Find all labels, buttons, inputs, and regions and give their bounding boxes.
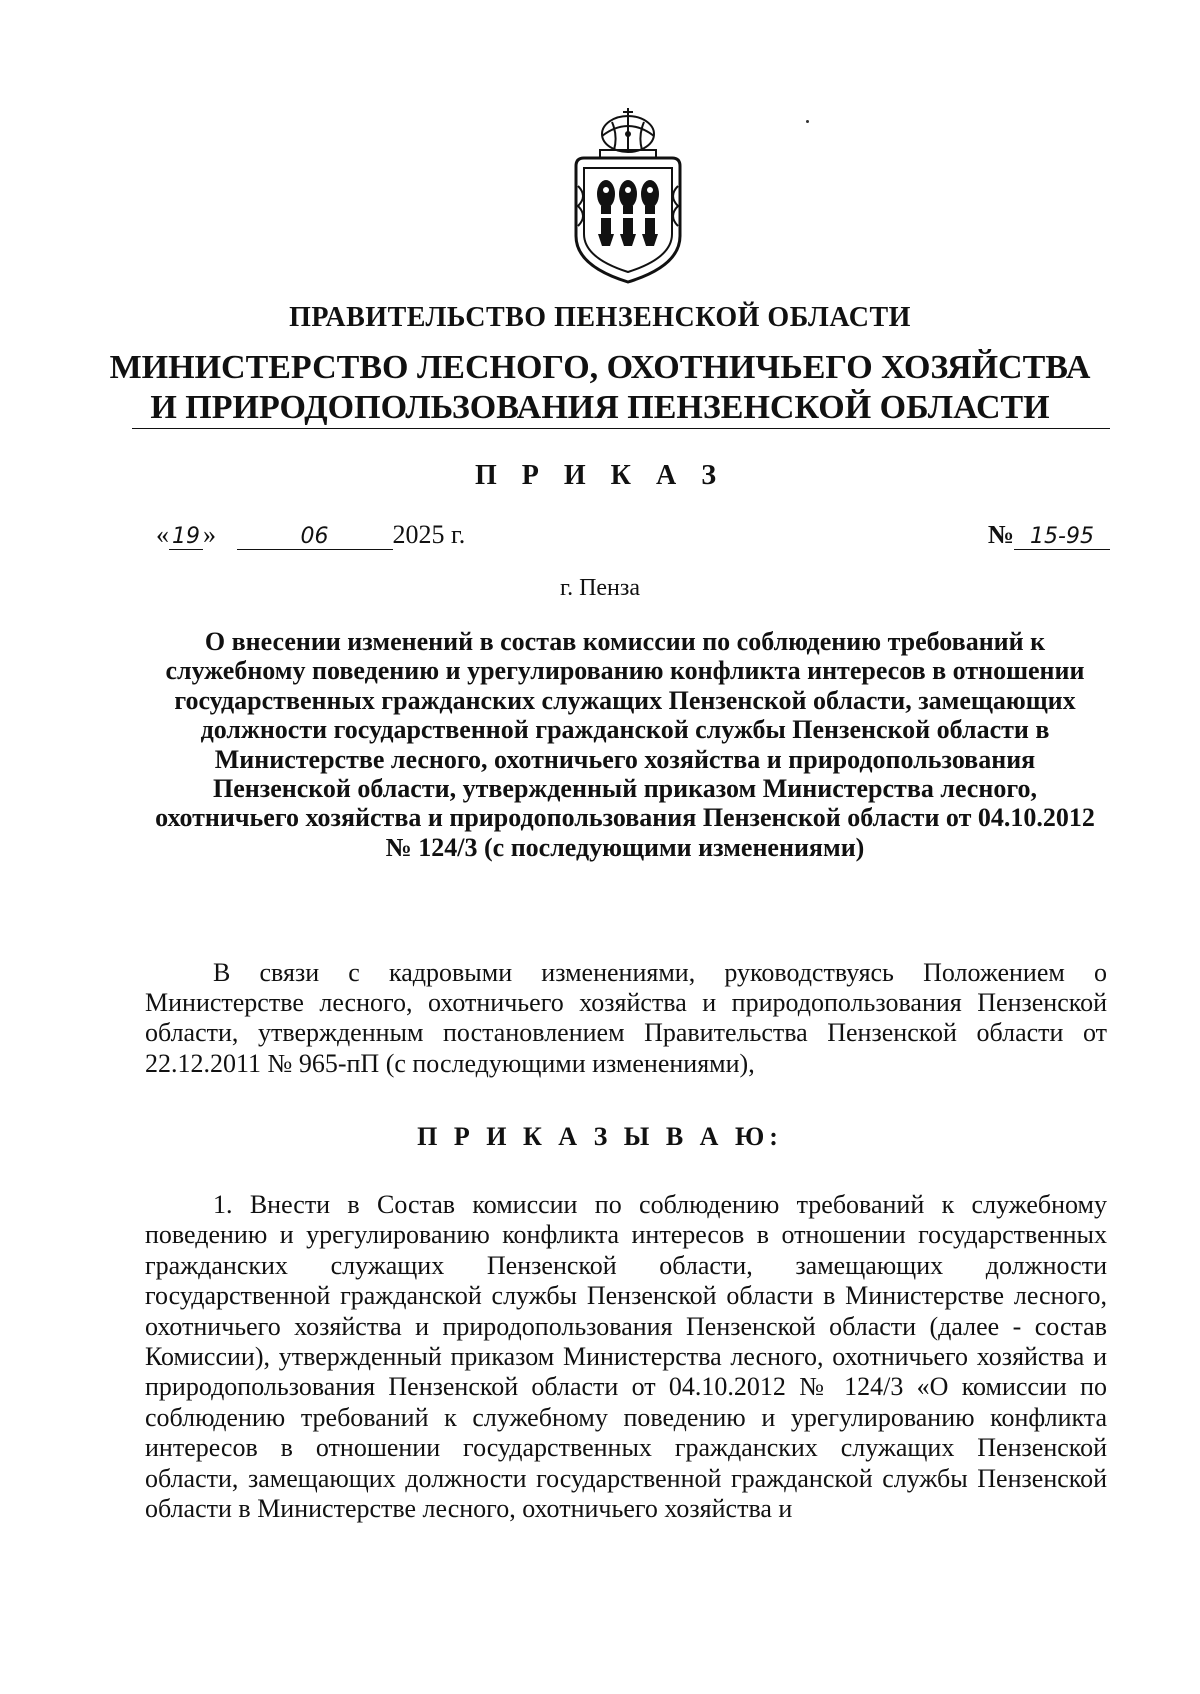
date-day: 19 — [169, 525, 203, 550]
number-value: 15-95 — [1014, 525, 1110, 550]
date-year: 2025 г. — [392, 520, 466, 549]
document-type: П Р И К А З — [475, 460, 725, 491]
ministry-heading-line2: И ПРИРОДОПОЛЬЗОВАНИЯ ПЕНЗЕНСКОЙ ОБЛАСТИ — [150, 389, 1050, 426]
number-sign: № — [987, 520, 1014, 549]
ministry-heading-line1: МИНИСТЕРСТВО ЛЕСНОГО, ОХОТНИЧЬЕГО ХОЗЯЙСТВА — [109, 349, 1091, 386]
document-number — [988, 520, 1110, 550]
government-heading: ПРАВИТЕЛЬСТВО ПЕНЗЕНСКОЙ ОБЛАСТИ — [289, 302, 911, 333]
document-date — [156, 520, 465, 550]
order-heading: П Р И К А З Ы В А Ю: — [417, 1122, 783, 1151]
item-1-paragraph: 1. Внести в Состав комиссии по соблюдению требований к служебному поведению и урегулированию конфликта интересов в отношении государственных гражданских служащих Пензенской области, замещающих должности государственной гражданской службы Пензенской области в Министерстве лесного, охотничьего хозяйства и природопользования Пензенской области (далее - состав Комиссии), утвержденный приказом Министерства лесного, охотничьего хозяйства и природопользования Пензенской области от 04.10.2012 № 124/3 «О комиссии по соблюдению требований к служебному поведению и урегулированию конфликта интересов в отношении государственных гражданских служащих Пензенской области, замещающих должности государственной гражданской службы Пензенской области в Министерстве лесного, охотничьего хозяйства и — [145, 1190, 1107, 1524]
coat-of-arms-icon — [568, 106, 688, 286]
document-title: О внесении изменений в состав комиссии по соблюдению требований к служебному поведению и урегулированию конфликта интересов в отношении государственных гражданских служащих Пензенской области, замещающих должности государственной гражданской службы Пензенской области в Министерстве лесного, охотничьего хозяйства и природопользования Пензенской области, утвержденный приказом Министерства лесного, охотничьего хозяйства и природопользования Пензенской области от 04.10.2012 № 124/3 (с последующими изменениями) — [155, 627, 1095, 862]
header-divider — [132, 428, 1110, 429]
city: г. Пенза — [559, 575, 641, 601]
scan-speck — [806, 120, 809, 123]
date-quote-open: « — [156, 520, 169, 549]
preamble-paragraph: В связи с кадровыми изменениями, руководствуясь Положением о Министерстве лесного, охотничьего хозяйства и природопользования Пензенской области, утвержденным постановлением Правительства Пензенской области от 22.12.2011 № 965-пП (с последующими изменениями), — [145, 958, 1107, 1078]
date-quote-close: » — [203, 520, 216, 549]
date-month: 06 — [237, 525, 393, 550]
